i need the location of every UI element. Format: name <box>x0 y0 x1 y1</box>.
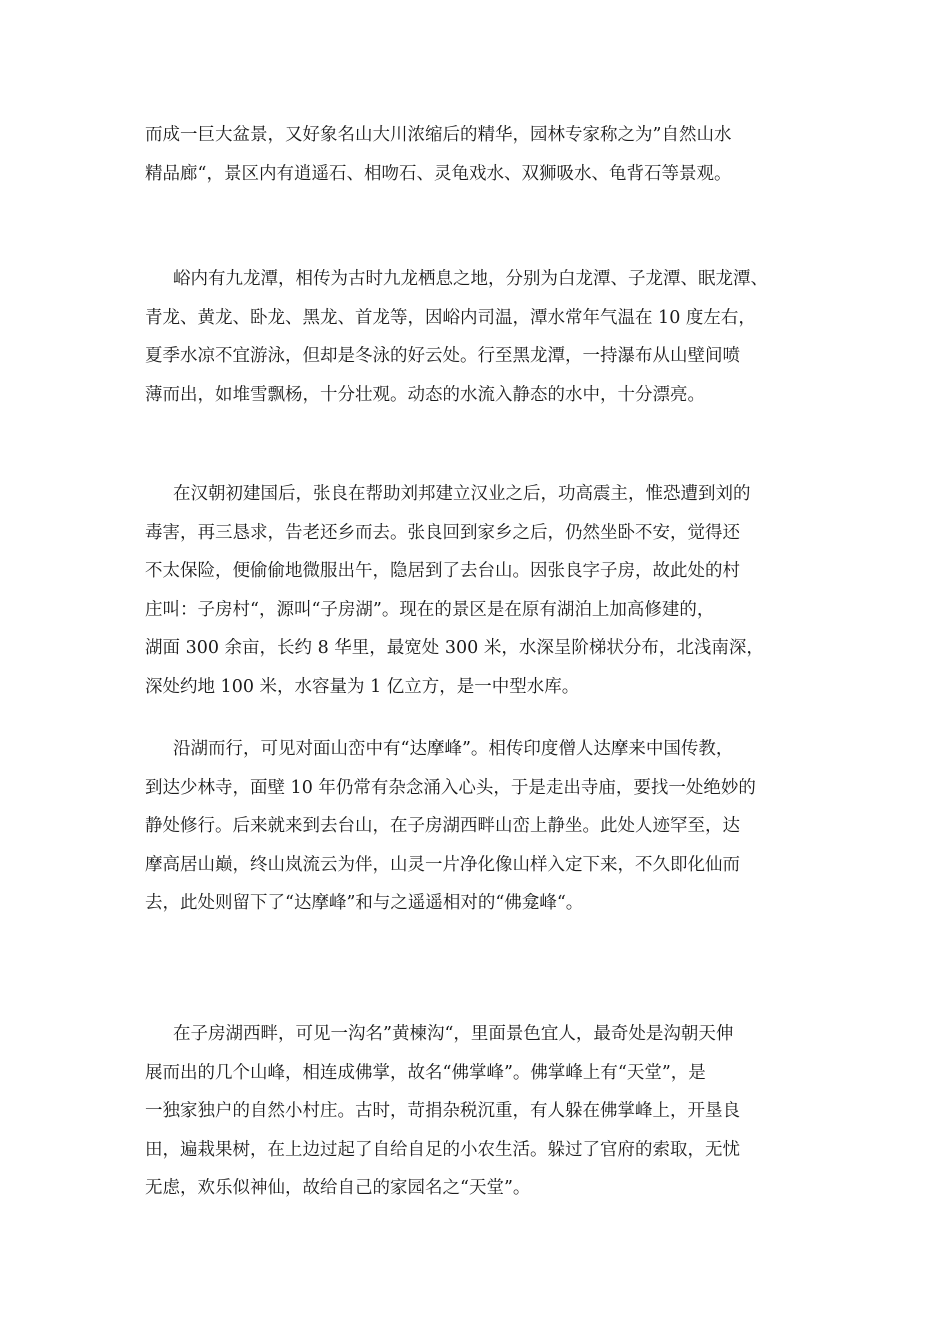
paragraph-buddha-palm-peak <box>145 1015 835 1208</box>
text-line: 精品廊“，景区内有逍遥石、相吻石、灵龟戏水、双狮吸水、龟背石等景观。 <box>145 163 732 184</box>
paragraph-continuation <box>145 116 835 193</box>
text-line: 摩高居山巅，终山岚流云为伴，山灵一片净化像山样入定下来，不久即化仙而 <box>145 854 740 875</box>
text-line: 薄而出，如堆雪飘杨，十分壮观。动态的水流入静态的水中，十分漂亮。 <box>145 384 705 405</box>
text-line: 峪内有九龙潭，相传为古时九龙栖息之地，分别为白龙潭、子龙潭、眠龙潭、 <box>173 269 768 289</box>
text-line: 静处修行。后来就来到去台山，在子房湖西畔山峦上静坐。此处人迹罕至，达 <box>145 816 740 836</box>
text-line: 在汉朝初建国后，张良在帮助刘邦建立汉业之后，功高震主，惟恐遭到刘的 <box>173 484 751 504</box>
text-line: 田，遍栽果树，在上边过起了自给自足的小农生活。躲过了官府的索取，无忧 <box>145 1139 740 1160</box>
text-line: 夏季水凉不宜游泳，但却是冬泳的好云处。行至黑龙潭，一持瀑布从山壁间喷 <box>145 346 740 366</box>
text-line: 在子房湖西畔，可见一沟名”黄楝沟“，里面景色宜人，最奇处是沟朝天伸 <box>173 1024 734 1044</box>
text-line: 庄叫：子房村“，源叫“子房湖”。现在的景区是在原有湖泊上加高修建的， <box>145 599 715 620</box>
paragraph-nine-dragon-pool <box>145 260 835 414</box>
paragraph-damo-peak <box>145 730 835 923</box>
text-line: 无虑，欢乐似神仙，故给自己的家园名之“天堂”。 <box>145 1178 531 1198</box>
text-line: 青龙、黄龙、卧龙、黑龙、首龙等，因峪内司温，潭水常年气温在 10 度左右， <box>145 307 756 328</box>
text-line: 深处约地 100 米，水容量为 1 亿立方，是一中型水库。 <box>145 676 580 697</box>
text-line: 去，此处则留下了“达摩峰”和与之遥遥相对的“佛龛峰“。 <box>145 893 584 913</box>
text-line: 而成一巨大盆景，又好象名山大川浓缩后的精华，园林专家称之为”自然山水 <box>145 125 732 145</box>
paragraph-zifang-lake <box>145 475 835 706</box>
text-line: 沿湖而行，可见对面山峦中有“达摩峰”。相传印度僧人达摩来中国传教， <box>173 739 734 759</box>
text-line: 一独家独户的自然小村庄。古时，苛捐杂税沉重，有人躲在佛掌峰上，开垦良 <box>145 1101 740 1121</box>
text-line: 毒害，再三恳求，告老还乡而去。张良回到家乡之后，仍然坐卧不安，觉得还 <box>145 522 740 543</box>
text-line: 展而出的几个山峰，相连成佛掌，故名“佛掌峰”。佛掌峰上有“天堂”，是 <box>145 1062 706 1083</box>
text-line: 到达少林寺，面壁 10 年仍常有杂念涌入心头，于是走出寺庙，要找一处绝妙的 <box>145 777 756 798</box>
text-line: 湖面 300 余亩，长约 8 华里，最宽处 300 米，水深呈阶梯状分布，北浅南深， <box>145 638 764 658</box>
text-line: 不太保险，便偷偷地微服出午，隐居到了去台山。因张良字子房，故此处的村 <box>145 561 740 581</box>
